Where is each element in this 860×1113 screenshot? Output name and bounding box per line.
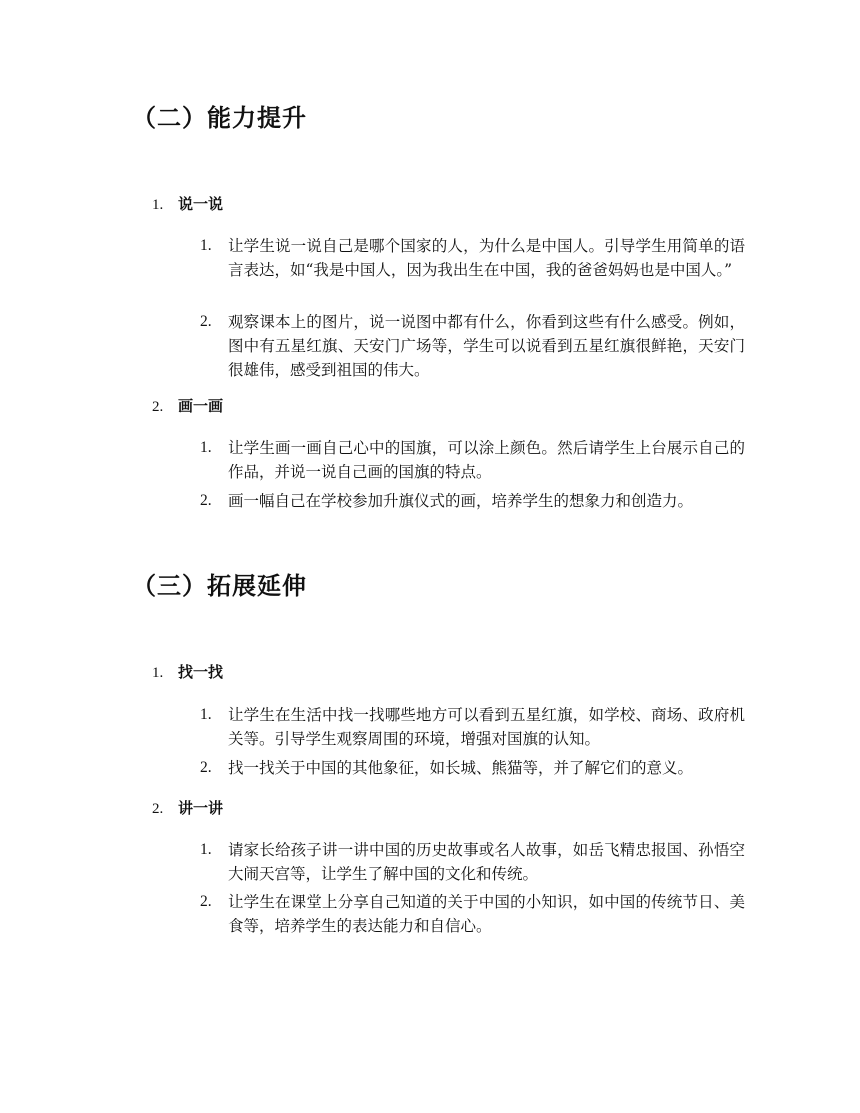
list-item-text: 让学生说一说自己是哪个国家的人，为什么是中国人。引导学生用简单的语言表达，如“我是中国人，因为我出生在中国，我的爸爸妈妈也是中国人。” [228, 237, 745, 279]
list-item-text: 让学生在生活中找一找哪些地方可以看到五星红旗，如学校、商场、政府机关等。引导学生观察周围的环境，增强对国旗的认知。 [228, 706, 745, 748]
list-item-text: 找一找关于中国的其他象征，如长城、熊猫等，并了解它们的意义。 [228, 759, 694, 777]
list-item-number: 1. [200, 706, 212, 723]
list-item [200, 703, 745, 751]
item-label: 讲一讲 [178, 799, 224, 817]
list-item [200, 436, 745, 484]
item-label: 找一找 [178, 663, 224, 681]
list-item-number: 1. [200, 237, 212, 254]
list-item [200, 838, 745, 886]
list-item [200, 234, 745, 282]
item-title-find [152, 661, 223, 684]
item-label: 说一说 [178, 195, 224, 213]
list-item-number: 1. [200, 841, 212, 858]
list-item-text: 让学生在课堂上分享自己知道的关于中国的小知识，如中国的传统节日、美食等，培养学生的表达能力和自信心。 [228, 893, 745, 935]
list-item-text: 画一幅自己在学校参加升旗仪式的画，培养学生的想象力和创造力。 [228, 492, 694, 510]
list-item-number: 2. [200, 313, 212, 330]
list-item-number: 2. [200, 893, 212, 910]
item-title-tell [152, 797, 223, 820]
list-item-text: 观察课本上的图片，说一说图中都有什么，你看到这些有什么感受。例如，图中有五星红旗、天安门广场等，学生可以说看到五星红旗很鲜艳，天安门很雄伟，感受到祖国的伟大。 [228, 313, 745, 379]
section-heading-extension: （三）拓展延伸 [132, 572, 307, 600]
list-item-number: 2. [200, 759, 212, 776]
list-item-text: 请家长给孩子讲一讲中国的历史故事或名人故事，如岳飞精忠报国、孙悟空大闹天宫等，让学生了解中国的文化和传统。 [228, 841, 745, 883]
list-item-number: 2. [200, 492, 212, 509]
item-title-speak [152, 193, 223, 216]
item-number: 1. [152, 665, 164, 681]
item-number: 2. [152, 801, 164, 817]
item-number: 1. [152, 197, 164, 213]
list-item [200, 489, 745, 513]
list-item-number: 1. [200, 439, 212, 456]
list-item [200, 890, 745, 938]
item-number: 2. [152, 399, 164, 415]
list-item [200, 310, 745, 382]
list-item [200, 756, 745, 780]
item-label: 画一画 [178, 397, 224, 415]
list-item-text: 让学生画一画自己心中的国旗，可以涂上颜色。然后请学生上台展示自己的作品，并说一说自己画的国旗的特点。 [228, 439, 745, 481]
section-heading-ability: （二）能力提升 [132, 104, 307, 132]
item-title-draw [152, 395, 223, 418]
